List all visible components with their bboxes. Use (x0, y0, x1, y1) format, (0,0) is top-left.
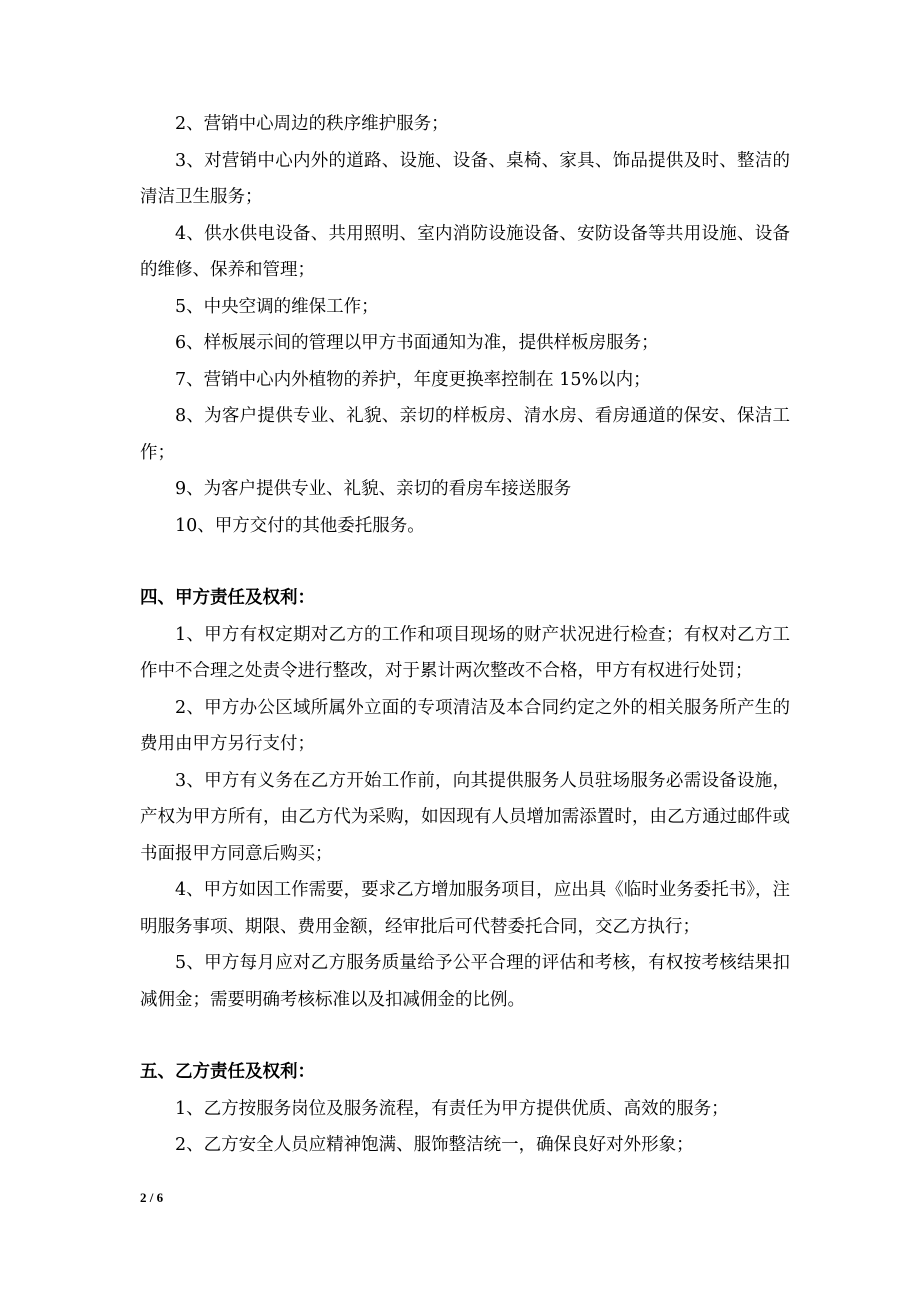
section3-item-4: 4、供水供电设备、共用照明、室内消防设施设备、安防设备等共用设施、设备的维修、保养和管理； (140, 223, 790, 280)
page-number: 2 / 6 (140, 1190, 164, 1205)
document-body (140, 106, 790, 1164)
section5-heading: 五、乙方责任及权利： (140, 1062, 315, 1082)
section5-item-1: 1、乙方按服务岗位及服务流程，有责任为甲方提供优质、高效的服务； (175, 1098, 729, 1119)
section3-item-9: 9、为客户提供专业、礼貌、亲切的看房车接送服务 (175, 479, 572, 499)
section4-item-3: 3、甲方有义务在乙方开始工作前，向其提供服务人员驻场服务必需设备设施，产权为甲方所有，由乙方代为采购，如因现有人员增加需添置时，由乙方通过邮件或书面报甲方同意后购买； (140, 770, 790, 864)
section3-item-3: 3、对营销中心内外的道路、设施、设备、桌椅、家具、饰品提供及时、整洁的清洁卫生服务； (140, 150, 790, 207)
section4-heading: 四、甲方责任及权利： (140, 588, 315, 608)
section4-item-4: 4、甲方如因工作需要，要求乙方增加服务项目，应出具《临时业务委托书》，注明服务事项、期限、费用金额，经审批后可代替委托合同，交乙方执行； (140, 880, 790, 937)
section3-item-6: 6、样板展示间的管理以甲方书面通知为准，提供样板房服务； (175, 333, 659, 353)
section5-item-2: 2、乙方安全人员应精神饱满、服饰整洁统一，确保良好对外形象； (175, 1135, 694, 1155)
section3-item-2: 2、营销中心周边的秩序维护服务； (175, 114, 449, 134)
section4-item-1: 1、甲方有权定期对乙方的工作和项目现场的财产状况进行检查；有权对乙方工作中不合理之处责令进行整改，对于累计两次整改不合格，甲方有权进行处罚； (140, 624, 790, 681)
section3-item-7: 7、营销中心内外植物的养护，年度更换率控制在 15%以内； (175, 369, 651, 390)
section3-item-8: 8、为客户提供专业、礼貌、亲切的样板房、清水房、看房通道的保安、保洁工作； (140, 406, 790, 463)
section3-item-10: 10、甲方交付的其他委托服务。 (175, 515, 425, 536)
section4-item-5: 5、甲方每月应对乙方服务质量给予公平合理的评估和考核，有权按考核结果扣减佣金；需要明确考核标准以及扣减佣金的比例。 (140, 953, 790, 1010)
section4-item-2: 2、甲方办公区域所属外立面的专项清洁及本合同约定之外的相关服务所产生的费用由甲方另行支付； (140, 697, 790, 754)
section-spacer (140, 1018, 790, 1054)
section-spacer (140, 544, 790, 580)
section3-item-5: 5、中央空调的维保工作； (175, 296, 379, 317)
